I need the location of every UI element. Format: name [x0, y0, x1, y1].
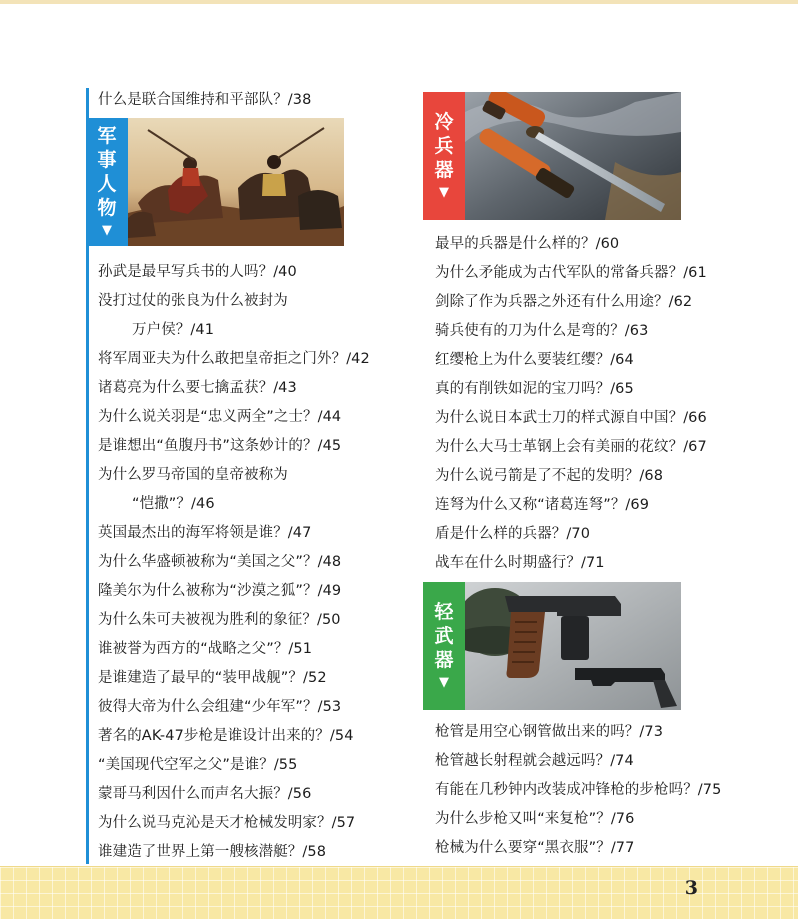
section-title-char: 轻 [434, 601, 454, 623]
section-title-char: 武 [434, 625, 454, 647]
section-header-military-figures [86, 118, 344, 246]
pistols-image [465, 582, 681, 710]
toc-entry[interactable]: 盾是什么样的兵器？/70 [435, 526, 591, 542]
toc-entry-continued[interactable]: 万户侯？/41 [132, 322, 215, 338]
toc-entry[interactable]: 为什么朱可夫被视为胜利的象征？/50 [98, 612, 341, 628]
toc-entry[interactable]: 是谁想出“鱼腹丹书”这条妙计的？/45 [98, 438, 342, 454]
down-arrow-icon: ▼ [102, 223, 112, 238]
toc-entry[interactable]: 将军周亚夫为什么敢把皇帝拒之门外？/42 [98, 351, 370, 367]
toc-entry[interactable]: 为什么说马克沁是天才枪械发明家？/57 [98, 815, 356, 831]
section-title-char: 人 [97, 173, 117, 195]
down-arrow-icon: ▼ [439, 675, 449, 690]
section-title-char: 物 [97, 197, 117, 219]
toc-entry[interactable]: 为什么步枪又叫“来复枪”？/76 [435, 811, 635, 827]
toc-entry[interactable]: “美国现代空军之父”是谁？/55 [98, 757, 298, 773]
cavalry-battle-image [128, 118, 344, 246]
toc-entry[interactable]: 有能在几秒钟内改装成冲锋枪的步枪吗？/75 [435, 782, 722, 798]
toc-entry[interactable]: 枪管越长射程就会越远吗？/74 [435, 753, 634, 769]
down-arrow-icon: ▼ [439, 185, 449, 200]
toc-entry[interactable]: 枪械为什么要穿“黑衣服”？/77 [435, 840, 635, 856]
section-header-light-weapons [423, 582, 681, 710]
footer-band [0, 866, 798, 919]
toc-entry[interactable]: 最早的兵器是什么样的？/60 [435, 236, 620, 252]
left-column [86, 0, 406, 866]
section-title-char: 器 [434, 159, 454, 181]
toc-entry[interactable]: 隆美尔为什么被称为“沙漠之狐”？/49 [98, 583, 342, 599]
toc-entry[interactable]: 为什么华盛顿被称为“美国之父”？/48 [98, 554, 342, 570]
section-tab [86, 118, 128, 246]
toc-entry[interactable]: 谁被誉为西方的“战略之父”？/51 [98, 641, 313, 657]
toc-entry[interactable]: 红缨枪上为什么要装红缨？/64 [435, 352, 634, 368]
toc-entry[interactable]: 为什么罗马帝国的皇帝被称为 [98, 467, 288, 483]
section-title-char: 事 [97, 149, 117, 171]
toc-entry[interactable]: 谁建造了世界上第一艘核潜艇？/58 [98, 844, 327, 860]
toc-entry[interactable]: 枪管是用空心钢管做出来的吗？/73 [435, 724, 664, 740]
toc-entry[interactable]: 孙武是最早写兵书的人吗？/40 [98, 264, 297, 280]
section-title-char: 冷 [434, 111, 454, 133]
section-tab [423, 582, 465, 710]
toc-entry[interactable]: 战车在什么时期盛行？/71 [435, 555, 605, 571]
toc-entry[interactable]: 诸葛亮为什么要七擒孟获？/43 [98, 380, 297, 396]
toc-entry[interactable]: 蒙哥马利因什么而声名大振？/56 [98, 786, 312, 802]
toc-entry[interactable]: 连弩为什么又称“诸葛连弩”？/69 [435, 497, 650, 513]
toc-entry[interactable]: 为什么说日本武士刀的样式源自中国？/66 [435, 410, 707, 426]
section-tab [423, 92, 465, 220]
section-title-char: 军 [97, 125, 117, 147]
toc-entry[interactable]: 英国最杰出的海军将领是谁？/47 [98, 525, 312, 541]
toc-entry[interactable]: 什么是联合国维持和平部队？/38 [98, 92, 312, 108]
page-number: 3 [684, 877, 698, 899]
toc-entry[interactable]: 为什么说弓箭是了不起的发明？/68 [435, 468, 664, 484]
toc-entry[interactable]: 为什么大马士革钢上会有美丽的花纹？/67 [435, 439, 707, 455]
section-title-char: 器 [434, 649, 454, 671]
right-column [423, 0, 743, 866]
toc-entry[interactable]: 著名的AK-47步枪是谁设计出来的？/54 [98, 728, 354, 744]
toc-entry[interactable]: 真的有削铁如泥的宝刀吗？/65 [435, 381, 634, 397]
toc-entry[interactable]: 没打过仗的张良为什么被封为 [98, 293, 288, 309]
section-title-char: 兵 [434, 135, 454, 157]
toc-entry-continued[interactable]: “恺撒”？/46 [132, 496, 215, 512]
toc-entry[interactable]: 为什么矛能成为古代军队的常备兵器？/61 [435, 265, 707, 281]
sword-image [465, 92, 681, 220]
section-header-cold-weapons [423, 92, 681, 220]
toc-entry[interactable]: 为什么说关羽是“忠义两全”之士？/44 [98, 409, 342, 425]
toc-entry[interactable]: 骑兵使有的刀为什么是弯的？/63 [435, 323, 649, 339]
toc-entry[interactable]: 剑除了作为兵器之外还有什么用途？/62 [435, 294, 693, 310]
toc-entry[interactable]: 彼得大帝为什么会组建“少年军”？/53 [98, 699, 342, 715]
toc-entry[interactable]: 是谁建造了最早的“装甲战舰”？/52 [98, 670, 327, 686]
